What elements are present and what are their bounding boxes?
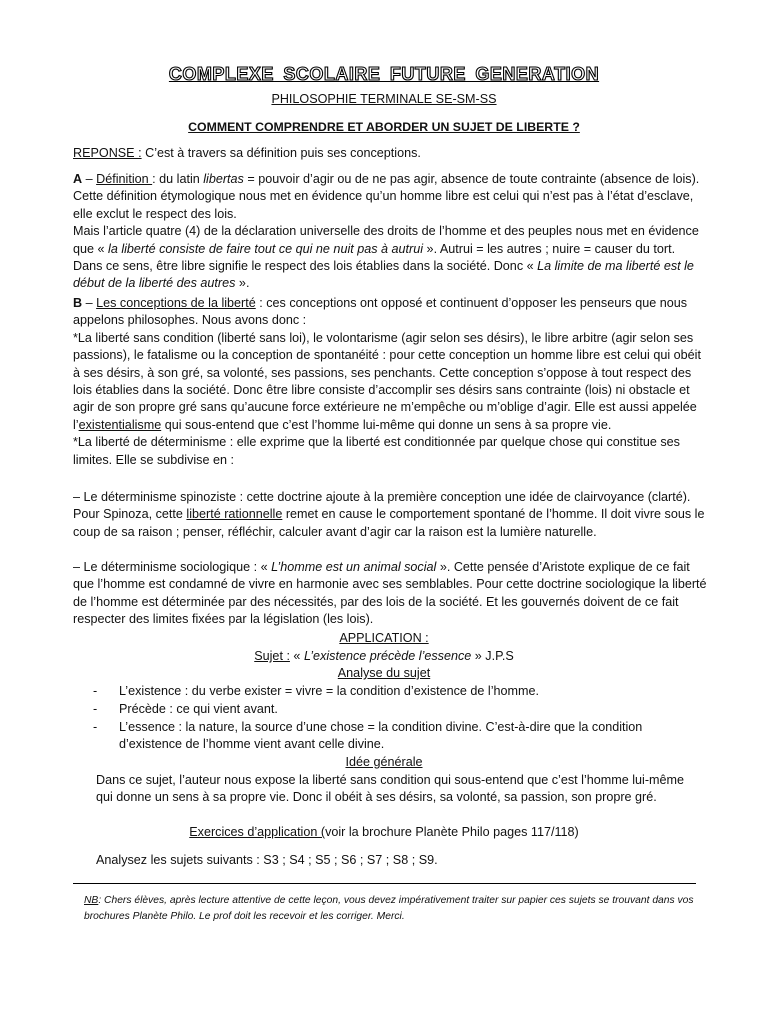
liberte-determinisme: *La liberté de déterminisme : elle exprime que la liberté est conditionnée par quelque chose qui constitue ses limites. Elle se subdivise en :	[73, 435, 680, 467]
bullet-text: L’existence : du verbe exister = vivre = la condition d’existence de l’homme.	[119, 684, 540, 698]
reponse-text: C’est à travers sa définition puis ses conceptions.	[141, 146, 421, 160]
bullet-text: Précède : ce qui vient avant.	[119, 702, 278, 716]
exercices-line	[0, 824, 768, 841]
definition-label: Définition	[96, 172, 153, 186]
idee-text: Dans ce sujet, l’auteur nous expose la liberté sans condition qui sous-entend que c’est l’homme lui-même qui donne un sens à sa propre vie. Donc il obéit à ses désirs, sa volonté, sa passion, son propre gré.	[96, 773, 685, 805]
definition-text2b: ». Autrui = les autres ; nuire = causer du tort. Dans ce sens, être libre signifie le respect des lois établies dans la société. Donc «	[73, 241, 676, 274]
liberte-rationnelle-term: liberté rationnelle	[186, 507, 283, 522]
determinisme-sociologique	[65, 559, 713, 629]
analyse-title	[0, 665, 768, 682]
liberte-sans-condition-b: qui sous-entend que c’est l’homme lui-même qui donne un sens à sa propre vie.	[161, 417, 612, 432]
definition-quote2: La limite de ma liberté est le début de la liberté des autres	[73, 259, 694, 291]
bullet-mark: -	[93, 684, 98, 698]
reponse-paragraph	[73, 145, 703, 162]
definition-colon: : du latin	[152, 172, 204, 186]
definition-text2c: ».	[235, 276, 250, 291]
idee-title	[0, 754, 768, 771]
definition-latin: libertas	[203, 172, 244, 186]
idee-title-text: Idée générale	[345, 755, 423, 769]
sujet-open: «	[289, 649, 304, 663]
definition-text1: = pouvoir d’agir ou de ne pas agir, absence de toute contrainte (absence de lois). Cette définition étymologique nous met en évidence qu’un homme libre est celui qui n’est pas à l’état d’esclave, elle exclut le respect des lois.	[73, 172, 700, 221]
analyse-bullet-1	[93, 683, 703, 700]
sujet-line	[0, 648, 768, 665]
analysez-line: Analysez les sujets suivants : S3 ; S4 ; S5 ; S6 ; S7 ; S8 ; S9.	[96, 853, 438, 867]
nb-text: : Chers élèves, après lecture attentive de cette leçon, vous devez impérativement traiter sur papier ces sujets se trouvant dans vos brochures Planète Philo. Le prof doit les recevoir et les corriger. Merci.	[84, 895, 694, 922]
nb-note	[84, 893, 704, 925]
definition-paragraph	[73, 171, 703, 293]
lesson-question: COMMENT COMPRENDRE ET ABORDER UN SUJET DE LIBERTE ?	[188, 120, 580, 134]
sujet-close: » J.P.S	[471, 649, 514, 663]
liberte-sans-condition-a: *La liberté sans condition (liberté sans loi), le volontarisme (agir selon ses désirs), le libre arbitre (agir selon ses passions), le fatalisme ou la conception de spontanéité : pour cette conception un homme libre est celui qui obéit à ses désirs, à son gré, sa volonté, ses passions, ses penchants. Cette conception s’oppose à tout respect des lois établies dans la société. Donc être libre consiste d’accomplir ses désirs sans contrainte (lois) ni obstacle et agir de son propre gré sans qu’aucune force extérieure ne m’empêche ou m’oblige d’agir. Elle est aussi appelée l’	[73, 330, 701, 432]
spinoziste-text-a: – Le déterminisme spinoziste : cette doctrine ajoute à la première conception une idée de clairvoyance (clarté). Pour Spinoza, cette	[73, 490, 691, 522]
application-title-text: APPLICATION :	[339, 631, 429, 645]
conceptions-paragraph	[73, 295, 703, 469]
sociologique-text-b: ». Cette pensée d’Aristote explique de ce fait que l’homme est condamné de vivre en harmonie avec ses semblables. Pour cette doctrine sociologique la liberté de l’homme est déterminée par des nécessités, par des lois de la société. Et les gouvernés doivent de ce fait respecter des limites fixées par la législation (les lois).	[73, 560, 707, 627]
existentialisme-term: existentialisme	[78, 417, 162, 432]
conceptions-sep: –	[82, 296, 97, 310]
application-title	[0, 630, 768, 647]
definition-letter: A	[73, 172, 83, 186]
analyse-bullet-3	[93, 719, 703, 754]
conceptions-letter: B	[73, 296, 83, 310]
exercices-text: voir la brochure Planète Philo pages 117/118)	[325, 825, 579, 839]
determinisme-spinoziste	[65, 489, 713, 541]
conceptions-text: : ces conceptions ont opposé et continuent d’opposer les penseurs que nous appelons philosophes. Nous avons donc :	[73, 296, 688, 328]
sociologique-text-a: – Le déterminisme sociologique : «	[73, 560, 272, 574]
course-subtitle: PHILOSOPHIE TERMINALE SE-SM-SS	[271, 92, 497, 106]
conceptions-label: Les conceptions de la liberté	[96, 296, 256, 310]
analyse-title-text: Analyse du sujet	[337, 666, 431, 680]
definition-quote1: la liberté consiste de faire tout ce qui ne nuit pas à autrui	[108, 241, 424, 256]
definition-sep: –	[82, 172, 97, 186]
bullet-mark: -	[93, 720, 98, 734]
school-name: COMPLEXE SCOLAIRE FUTURE GENERATION	[168, 64, 600, 84]
reponse-label: REPONSE :	[73, 146, 142, 160]
bullet-text: L’essence : la nature, la source d’une chose = la condition divine. C’est-à-dire que la condition d’existence de l’homme vient avant celle divine.	[119, 720, 643, 752]
analyse-bullet-2	[93, 701, 703, 718]
nb-label: NB	[84, 895, 99, 906]
spinoziste-text-b: remet en cause le comportement spontané de l’homme. Il doit vivre sous le coup de sa raison ; penser, réfléchir, calculer avant d’agir car la raison est la lumière naturelle.	[73, 507, 705, 539]
definition-text2a: Mais l’article quatre (4) de la déclaration universelle des droits de l’homme et des peuples nous met en évidence que «	[73, 224, 699, 256]
sujet-label: Sujet :	[254, 649, 290, 663]
bullet-mark: -	[93, 702, 98, 716]
divider	[73, 883, 696, 884]
sociologique-quote: L’homme est un animal social	[271, 560, 437, 574]
exercices-label: Exercices d’application (	[189, 825, 326, 839]
sujet-quote: L’existence précède l’essence	[303, 649, 472, 663]
